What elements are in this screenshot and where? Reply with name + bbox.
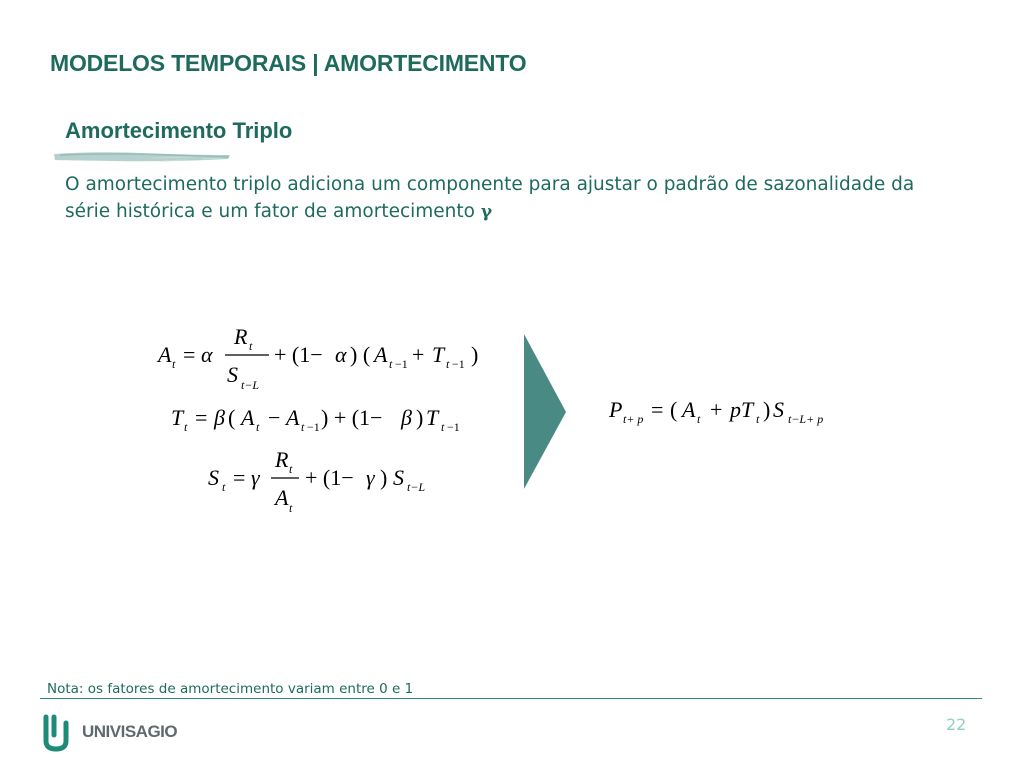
svg-text:A: A [275,485,289,510]
slide-title: MODELOS TEMPORAIS | AMORTECIMENTO [50,50,527,76]
svg-text:t: t [172,357,176,371]
svg-text:T: T [432,342,445,367]
svg-text:α: α [335,342,347,367]
svg-text:−: − [268,405,281,430]
footnote: Nota: os fatores de amortecimento variam entre 0 e 1 [47,681,414,697]
svg-text:) (: ) ( [350,342,371,367]
svg-text:=: = [195,405,208,430]
svg-text:pT: pT [730,397,754,422]
brush-stroke-decoration [52,150,232,164]
svg-text:) + (1−: ) + (1− [321,405,383,430]
equation-trend [168,398,488,438]
svg-text:A: A [158,342,172,367]
svg-text:): ) [763,397,771,422]
svg-text:t+ p: t+ p [623,412,644,426]
svg-text:t: t [389,357,393,371]
logo-text: UNIVISAGIO [82,722,178,741]
svg-text:(: ( [228,405,236,430]
page-number: 22 [946,715,967,734]
svg-text:S: S [393,465,404,490]
svg-text:−1: −1 [307,420,320,434]
svg-text:S: S [773,397,784,422]
svg-text:+ (1−: + (1− [305,465,354,490]
svg-text:S: S [227,362,238,387]
svg-text:γ: γ [366,465,375,490]
svg-text:t: t [289,462,293,476]
svg-text:R: R [234,324,248,349]
svg-text:t: t [301,420,305,434]
body-text [65,171,995,226]
body-line-2 [65,198,995,226]
svg-text:β: β [214,405,225,430]
svg-text:t: t [441,420,445,434]
equation-forecast [606,393,846,433]
svg-text:t: t [222,480,226,494]
svg-text:+: + [710,397,723,422]
svg-text:P: P [609,397,623,422]
svg-text:(: ( [670,397,678,422]
svg-text:): ) [471,342,479,367]
svg-text:γ: γ [251,465,260,490]
svg-text:t−L+ p: t−L+ p [788,412,824,426]
svg-text:=: = [651,397,664,422]
body-line-1: O amortecimento triplo adiciona um componente para ajustar o padrão de sazonalidade da [65,174,915,195]
svg-text:A: A [241,405,255,430]
svg-text:t−L: t−L [241,378,260,392]
arrow-shape [524,334,568,490]
svg-text:−1: −1 [395,357,408,371]
svg-text:T: T [426,405,439,430]
svg-text:=: = [183,342,196,367]
svg-text:−1: −1 [447,420,460,434]
svg-text:S: S [208,465,219,490]
svg-text:t: t [289,501,293,515]
svg-text:t: t [697,412,701,426]
equation-level [155,322,495,394]
svg-text:): ) [416,405,424,430]
gamma-symbol: γ [480,202,493,222]
body-line-2-text: série histórica e um fator de amortecimento [65,201,475,222]
svg-text:β: β [401,405,412,430]
svg-text:t: t [256,420,260,434]
svg-text:t: t [184,420,188,434]
svg-text:t: t [756,412,760,426]
svg-text:t: t [446,357,450,371]
svg-text:A: A [682,397,696,422]
equation-season [205,445,445,517]
section-title: Amortecimento Triplo [65,118,293,143]
svg-text:): ) [380,465,388,490]
svg-text:t: t [249,339,253,353]
svg-text:+ (1−: + (1− [274,342,323,367]
footer-divider [40,698,982,699]
svg-text:A: A [286,405,300,430]
svg-text:+: + [412,342,425,367]
svg-text:A: A [374,342,388,367]
svg-text:R: R [275,447,289,472]
svg-text:t−L: t−L [407,480,426,494]
svg-text:α: α [201,342,213,367]
svg-text:=: = [233,465,246,490]
svg-text:T: T [171,405,184,430]
svg-text:−1: −1 [452,357,465,371]
